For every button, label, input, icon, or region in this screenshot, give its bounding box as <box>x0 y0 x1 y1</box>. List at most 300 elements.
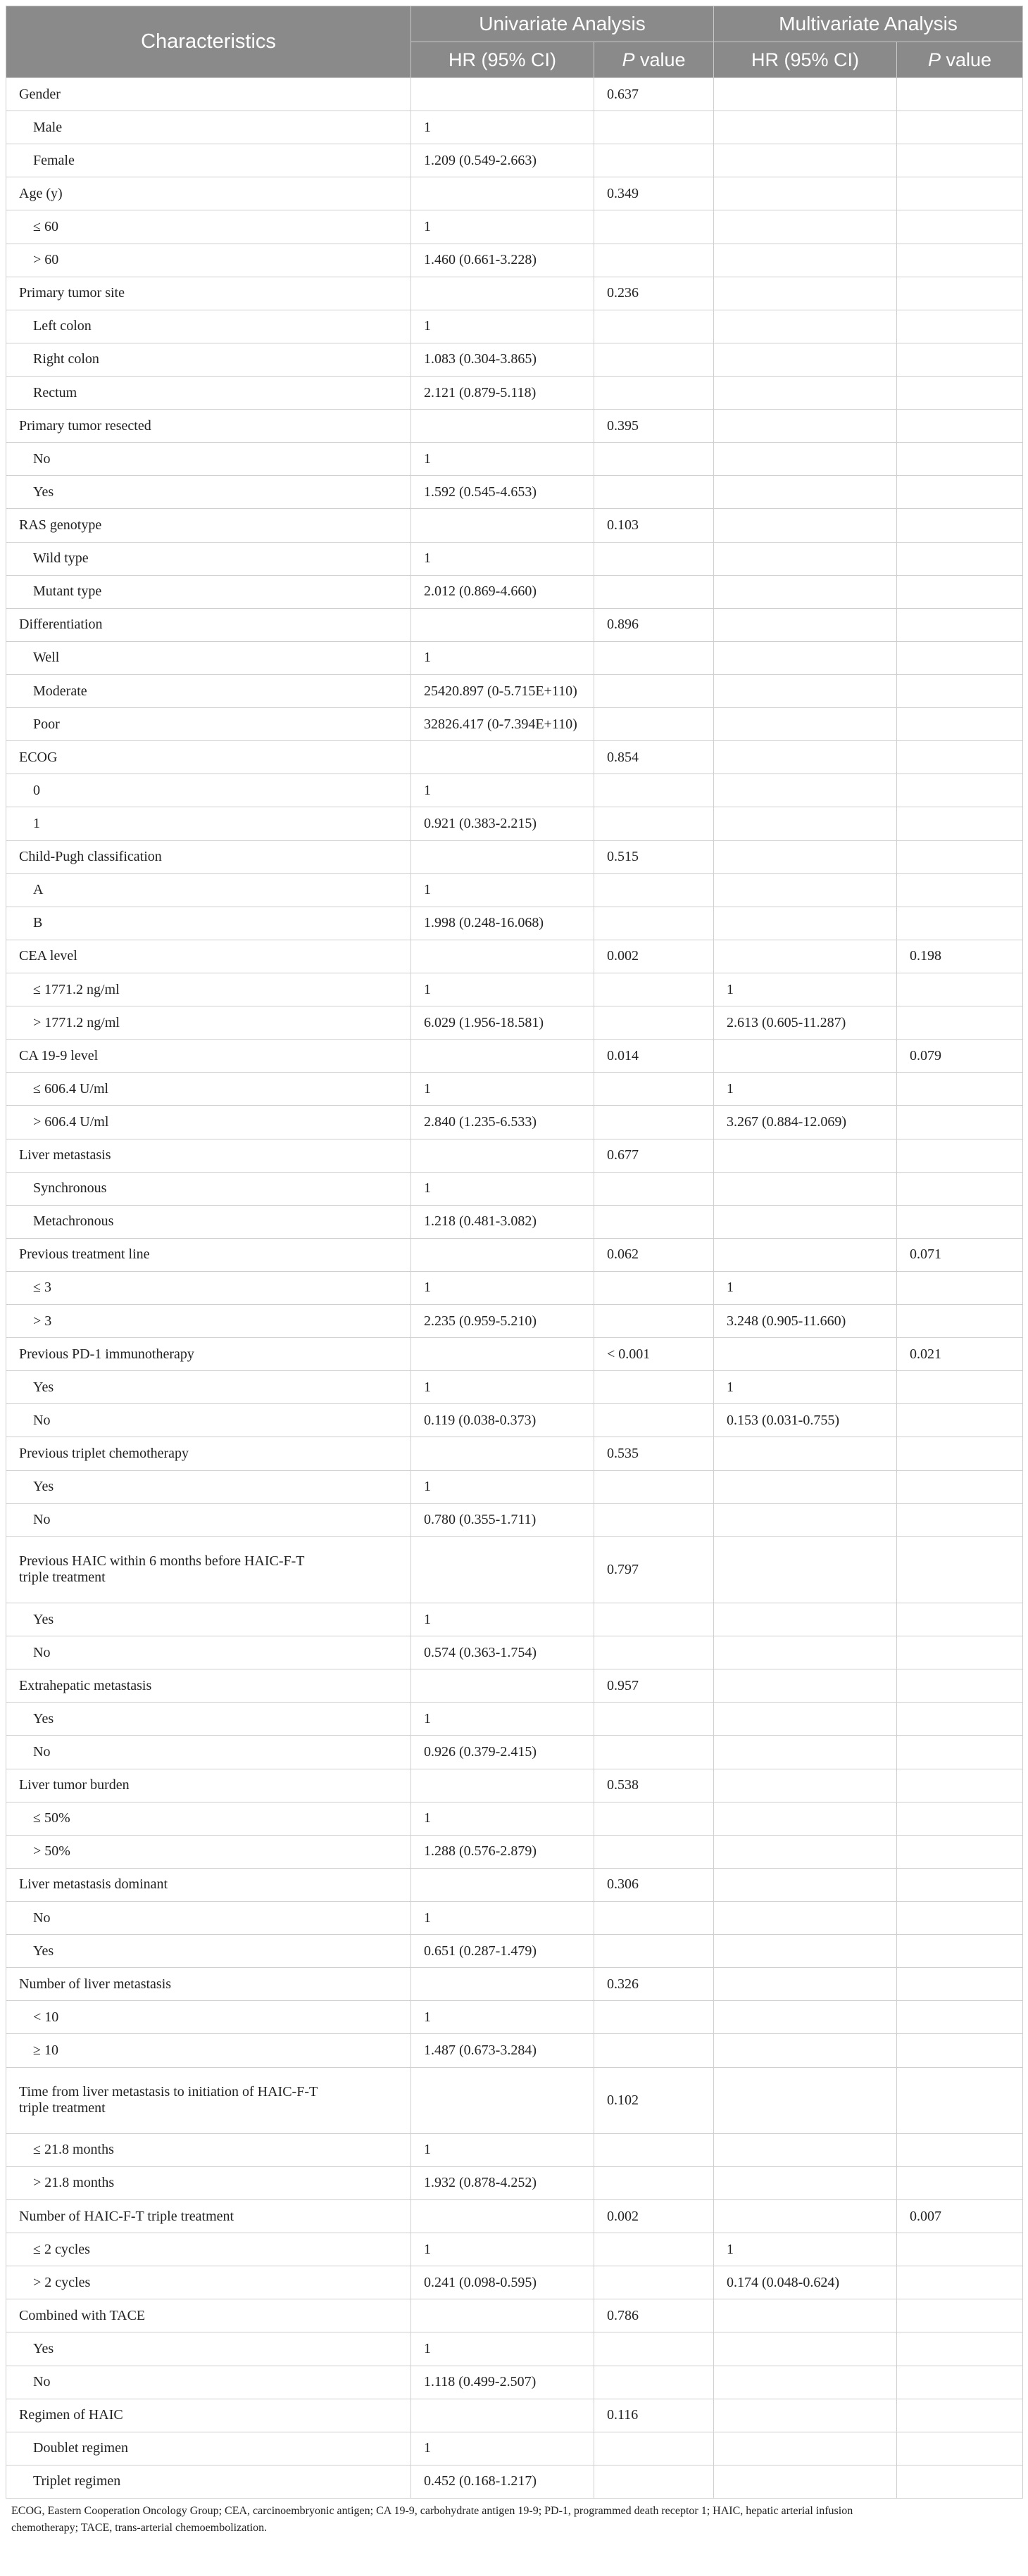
multivariate-hr-cell <box>714 1503 897 1536</box>
multivariate-p-cell <box>897 2465 1023 2498</box>
table-row <box>6 608 1023 641</box>
multivariate-p-cell <box>897 973 1023 1006</box>
characteristic-label: B <box>33 915 43 931</box>
multivariate-hr-cell <box>714 1238 897 1271</box>
univariate-header: Univariate Analysis <box>411 6 714 42</box>
characteristic-label: Triplet regimen <box>33 2473 121 2489</box>
characteristic-label: ≤ 60 <box>33 218 58 234</box>
characteristic-label: Yes <box>33 1710 54 1726</box>
characteristic-cell <box>6 78 411 111</box>
univariate-hr-cell: 1 <box>411 1172 594 1205</box>
characteristic-label: Child-Pugh classification <box>19 849 162 865</box>
multivariate-p-cell <box>897 277 1023 310</box>
table-row <box>6 310 1023 343</box>
multivariate-hr-cell <box>714 1437 897 1470</box>
characteristic-label: ECOG <box>19 749 58 765</box>
multivariate-p-cell <box>897 476 1023 509</box>
multivariate-header: Multivariate Analysis <box>714 6 1023 42</box>
univariate-hr-cell: 0.921 (0.383-2.215) <box>411 807 594 840</box>
characteristic-label: No <box>33 1909 51 1926</box>
univariate-p-cell <box>594 1006 714 1040</box>
table-row <box>6 674 1023 707</box>
characteristic-cell <box>6 343 411 376</box>
table-row <box>6 2266 1023 2299</box>
table-row <box>6 1868 1023 1901</box>
univariate-hr-cell: 1 <box>411 1470 594 1503</box>
table-header <box>6 6 1023 78</box>
characteristic-label: Mutant type <box>33 583 102 600</box>
characteristic-label: Number of HAIC-F-T triple treatment <box>19 2208 234 2224</box>
multivariate-p-header <box>897 42 1023 78</box>
characteristic-label: > 3 <box>33 1313 52 1329</box>
characteristic-label: Yes <box>33 1379 54 1395</box>
table-row <box>6 410 1023 443</box>
multivariate-hr-cell <box>714 376 897 409</box>
univariate-hr-cell <box>411 1437 594 1470</box>
univariate-hr-cell: 1 <box>411 2001 594 2034</box>
multivariate-p-cell <box>897 807 1023 840</box>
univariate-p-cell: 0.538 <box>594 1769 714 1802</box>
multivariate-hr-cell <box>714 2465 897 2498</box>
characteristic-label: Yes <box>33 484 54 500</box>
table-row <box>6 1736 1023 1769</box>
univariate-p-cell: 0.103 <box>594 509 714 542</box>
characteristic-label: Well <box>33 650 60 666</box>
univariate-p-cell <box>594 1106 714 1139</box>
univariate-hr-cell <box>411 177 594 210</box>
table-row <box>6 542 1023 575</box>
multivariate-p-cell <box>897 840 1023 873</box>
multivariate-hr-cell <box>714 575 897 608</box>
characteristic-cell <box>6 277 411 310</box>
univariate-hr-cell: 1 <box>411 210 594 244</box>
characteristic-cell <box>6 2332 411 2366</box>
univariate-hr-cell: 1 <box>411 443 594 476</box>
univariate-p-cell <box>594 1371 714 1404</box>
univariate-hr-cell <box>411 940 594 973</box>
table-row <box>6 708 1023 741</box>
table-row <box>6 2299 1023 2332</box>
univariate-p-cell <box>594 1802 714 1835</box>
characteristic-cell <box>6 840 411 873</box>
univariate-hr-cell <box>411 1769 594 1802</box>
multivariate-hr-cell <box>714 940 897 973</box>
characteristic-cell <box>6 1271 411 1304</box>
univariate-hr-cell <box>411 1238 594 1271</box>
multivariate-p-cell <box>897 78 1023 111</box>
multivariate-hr-cell <box>714 2299 897 2332</box>
multivariate-hr-cell: 1 <box>714 973 897 1006</box>
univariate-hr-cell: 1 <box>411 1371 594 1404</box>
univariate-hr-cell <box>411 410 594 443</box>
characteristic-cell <box>6 2166 411 2199</box>
univariate-p-cell <box>594 2133 714 2166</box>
characteristic-cell <box>6 1835 411 1868</box>
characteristic-label: > 1771.2 ng/ml <box>33 1014 120 1030</box>
multivariate-hr-cell <box>714 1636 897 1669</box>
multivariate-hr-cell: 3.248 (0.905-11.660) <box>714 1305 897 1338</box>
characteristic-label: Previous HAIC within 6 months before HAIC-F-T <box>19 1553 305 1570</box>
multivariate-p-cell <box>897 907 1023 940</box>
univariate-hr-cell: 32826.417 (0-7.394E+110) <box>411 708 594 741</box>
table-row <box>6 1238 1023 1271</box>
multivariate-hr-cell <box>714 410 897 443</box>
multivariate-p-cell <box>897 343 1023 376</box>
univariate-hr-cell <box>411 1669 594 1703</box>
multivariate-p-cell <box>897 2166 1023 2199</box>
univariate-p-cell <box>594 1271 714 1304</box>
table-row <box>6 1371 1023 1404</box>
table-row <box>6 2233 1023 2266</box>
multivariate-hr-cell <box>714 2001 897 2034</box>
characteristic-cell <box>6 774 411 807</box>
table-row <box>6 973 1023 1006</box>
univariate-p-cell: 0.014 <box>594 1040 714 1073</box>
characteristic-label: Yes <box>33 2341 54 2357</box>
multivariate-p-cell <box>897 2266 1023 2299</box>
characteristic-cell <box>6 1470 411 1503</box>
univariate-hr-cell: 1 <box>411 111 594 144</box>
multivariate-p-cell <box>897 2233 1023 2266</box>
table-row <box>6 940 1023 973</box>
univariate-p-cell <box>594 1503 714 1536</box>
multivariate-hr-cell <box>714 2166 897 2199</box>
characteristic-cell <box>6 310 411 343</box>
characteristic-label: Yes <box>33 1943 54 1959</box>
table-row <box>6 907 1023 940</box>
characteristic-label: ≤ 3 <box>33 1280 51 1296</box>
multivariate-p-cell <box>897 244 1023 277</box>
univariate-hr-cell: 0.574 (0.363-1.754) <box>411 1636 594 1669</box>
table-body <box>6 78 1023 2499</box>
table-row <box>6 78 1023 111</box>
multivariate-p-cell <box>897 144 1023 177</box>
characteristic-cell <box>6 2067 411 2133</box>
characteristic-label: > 60 <box>33 252 59 268</box>
univariate-p-cell <box>594 2166 714 2199</box>
multivariate-p-cell <box>897 741 1023 774</box>
table-row <box>6 1669 1023 1703</box>
multivariate-hr-cell <box>714 807 897 840</box>
multivariate-hr-cell <box>714 2133 897 2166</box>
multivariate-hr-header: HR (95% CI) <box>714 42 897 78</box>
univariate-hr-cell: 25420.897 (0-5.715E+110) <box>411 674 594 707</box>
characteristic-label: > 2 cycles <box>33 2274 91 2290</box>
univariate-p-cell <box>594 1835 714 1868</box>
characteristic-cell <box>6 674 411 707</box>
characteristic-cell <box>6 1968 411 2001</box>
multivariate-hr-cell <box>714 873 897 907</box>
multivariate-hr-cell <box>714 1935 897 1968</box>
univariate-p-cell <box>594 244 714 277</box>
multivariate-p-cell <box>897 1371 1023 1404</box>
univariate-p-cell: 0.002 <box>594 940 714 973</box>
univariate-p-cell <box>594 2233 714 2266</box>
table-row <box>6 277 1023 310</box>
univariate-p-cell <box>594 1172 714 1205</box>
characteristic-label: Yes <box>33 1611 54 1627</box>
multivariate-p-cell <box>897 1470 1023 1503</box>
multivariate-hr-cell <box>714 1736 897 1769</box>
univariate-p-cell: 0.326 <box>594 1968 714 2001</box>
multivariate-hr-cell <box>714 774 897 807</box>
multivariate-hr-cell <box>714 310 897 343</box>
univariate-p-cell: 0.236 <box>594 277 714 310</box>
multivariate-p-cell <box>897 1305 1023 1338</box>
table-row <box>6 2067 1023 2133</box>
table-row <box>6 1802 1023 1835</box>
characteristic-label-line2: triple treatment <box>19 1570 106 1586</box>
characteristic-cell <box>6 1437 411 1470</box>
characteristic-cell <box>6 1238 411 1271</box>
multivariate-p-cell: 0.198 <box>897 940 1023 973</box>
multivariate-p-cell <box>897 1437 1023 1470</box>
table-row <box>6 1437 1023 1470</box>
univariate-p-cell <box>594 2001 714 2034</box>
univariate-p-cell: 0.797 <box>594 1536 714 1603</box>
characteristic-label: Doublet regimen <box>33 2440 128 2456</box>
table-row <box>6 1338 1023 1371</box>
multivariate-p-cell <box>897 509 1023 542</box>
multivariate-hr-cell <box>714 1968 897 2001</box>
table-row <box>6 1603 1023 1636</box>
characteristic-cell <box>6 2266 411 2299</box>
univariate-hr-cell: 1.209 (0.549-2.663) <box>411 144 594 177</box>
univariate-p-cell <box>594 674 714 707</box>
multivariate-hr-cell <box>714 144 897 177</box>
multivariate-p-cell <box>897 310 1023 343</box>
univariate-p-cell <box>594 210 714 244</box>
characteristic-cell <box>6 144 411 177</box>
table-row <box>6 2432 1023 2465</box>
multivariate-p-cell <box>897 1006 1023 1040</box>
characteristic-label: A <box>33 882 44 898</box>
univariate-p-cell <box>594 1902 714 1935</box>
characteristic-label: No <box>33 2374 51 2390</box>
characteristic-cell <box>6 2432 411 2465</box>
table-row <box>6 1040 1023 1073</box>
characteristic-label: Male <box>33 119 63 135</box>
multivariate-p-cell <box>897 1835 1023 1868</box>
multivariate-p-cell <box>897 575 1023 608</box>
characteristic-label: Liver metastasis <box>19 1147 111 1163</box>
characteristic-cell <box>6 741 411 774</box>
multivariate-hr-cell: 1 <box>714 1371 897 1404</box>
characteristic-label: CEA level <box>19 948 77 964</box>
univariate-hr-cell <box>411 1968 594 2001</box>
univariate-hr-cell: 1 <box>411 1703 594 1736</box>
characteristic-label: ≤ 50% <box>33 1810 70 1826</box>
characteristic-cell <box>6 575 411 608</box>
characteristic-cell <box>6 1935 411 1968</box>
characteristic-label: > 606.4 U/ml <box>33 1113 109 1130</box>
characteristic-cell <box>6 1703 411 1736</box>
univariate-hr-cell: 0.119 (0.038-0.373) <box>411 1404 594 1437</box>
table-row <box>6 1139 1023 1172</box>
multivariate-hr-cell: 0.174 (0.048-0.624) <box>714 2266 897 2299</box>
p-italic: P <box>927 49 941 70</box>
multivariate-hr-cell <box>714 2432 897 2465</box>
univariate-p-cell <box>594 1470 714 1503</box>
univariate-hr-cell <box>411 608 594 641</box>
univariate-hr-cell <box>411 78 594 111</box>
table-row <box>6 1172 1023 1205</box>
univariate-p-cell <box>594 476 714 509</box>
multivariate-hr-cell <box>714 907 897 940</box>
characteristic-label: Age (y) <box>19 185 63 201</box>
multivariate-hr-cell <box>714 443 897 476</box>
footnote-line-2: chemotherapy; TACE, trans-arterial chemoembolization. <box>11 2522 268 2534</box>
characteristic-label: Synchronous <box>33 1180 107 1197</box>
multivariate-hr-cell <box>714 1338 897 1371</box>
multivariate-p-cell <box>897 210 1023 244</box>
multivariate-p-cell <box>897 2332 1023 2366</box>
univariate-p-cell <box>594 144 714 177</box>
univariate-hr-cell <box>411 1139 594 1172</box>
multivariate-hr-cell <box>714 1172 897 1205</box>
univariate-hr-cell <box>411 509 594 542</box>
characteristic-cell <box>6 376 411 409</box>
characteristic-cell <box>6 1305 411 1338</box>
multivariate-p-cell <box>897 2133 1023 2166</box>
multivariate-p-cell <box>897 774 1023 807</box>
table-row <box>6 1536 1023 1603</box>
table-row <box>6 1902 1023 1935</box>
table-row <box>6 2133 1023 2166</box>
table-row <box>6 443 1023 476</box>
multivariate-p-cell <box>897 177 1023 210</box>
characteristic-label: RAS genotype <box>19 517 102 533</box>
univariate-hr-cell: 6.029 (1.956-18.581) <box>411 1006 594 1040</box>
univariate-hr-cell: 1 <box>411 2133 594 2166</box>
table-row <box>6 1968 1023 2001</box>
characteristic-label: Gender <box>19 86 61 102</box>
multivariate-p-cell <box>897 1935 1023 1968</box>
univariate-hr-cell: 1 <box>411 2332 594 2366</box>
characteristic-label: Previous PD-1 immunotherapy <box>19 1346 194 1362</box>
multivariate-hr-cell <box>714 1040 897 1073</box>
multivariate-p-cell <box>897 1703 1023 1736</box>
multivariate-p-cell <box>897 1769 1023 1802</box>
univariate-hr-cell <box>411 2399 594 2432</box>
univariate-hr-cell: 2.235 (0.959-5.210) <box>411 1305 594 1338</box>
univariate-p-cell <box>594 2465 714 2498</box>
characteristic-label: Previous treatment line <box>19 1246 150 1263</box>
table-row <box>6 2001 1023 2034</box>
univariate-hr-cell: 1 <box>411 542 594 575</box>
multivariate-p-cell <box>897 1669 1023 1703</box>
table-row <box>6 641 1023 674</box>
multivariate-p-cell <box>897 1968 1023 2001</box>
univariate-p-cell: 0.349 <box>594 177 714 210</box>
univariate-p-cell: 0.102 <box>594 2067 714 2133</box>
univariate-p-cell <box>594 310 714 343</box>
multivariate-p-cell: 0.079 <box>897 1040 1023 1073</box>
characteristic-label: Poor <box>33 716 60 732</box>
multivariate-p-cell <box>897 674 1023 707</box>
characteristic-label: > 50% <box>33 1843 70 1860</box>
multivariate-hr-cell <box>714 277 897 310</box>
characteristic-cell <box>6 410 411 443</box>
univariate-hr-cell: 1.932 (0.878-4.252) <box>411 2166 594 2199</box>
multivariate-hr-cell <box>714 1603 897 1636</box>
univariate-p-cell: < 0.001 <box>594 1338 714 1371</box>
characteristic-cell <box>6 873 411 907</box>
univariate-hr-cell: 0.926 (0.379-2.415) <box>411 1736 594 1769</box>
characteristic-label: Wild type <box>33 550 89 567</box>
multivariate-hr-cell: 1 <box>714 2233 897 2266</box>
univariate-hr-cell: 0.241 (0.098-0.595) <box>411 2266 594 2299</box>
multivariate-hr-cell <box>714 343 897 376</box>
multivariate-p-cell <box>897 2067 1023 2133</box>
characteristic-cell <box>6 509 411 542</box>
characteristic-cell <box>6 1106 411 1139</box>
multivariate-hr-cell <box>714 2366 897 2399</box>
multivariate-p-cell <box>897 1271 1023 1304</box>
characteristic-cell <box>6 1603 411 1636</box>
multivariate-p-cell <box>897 1205 1023 1238</box>
footnote <box>11 2503 1011 2537</box>
univariate-p-cell: 0.854 <box>594 741 714 774</box>
multivariate-hr-cell <box>714 741 897 774</box>
table-row <box>6 774 1023 807</box>
table-row <box>6 343 1023 376</box>
univariate-p-cell <box>594 807 714 840</box>
characteristic-cell <box>6 1205 411 1238</box>
multivariate-p-cell <box>897 1636 1023 1669</box>
multivariate-hr-cell: 0.153 (0.031-0.755) <box>714 1404 897 1437</box>
univariate-hr-cell: 1 <box>411 1603 594 1636</box>
table-row <box>6 2200 1023 2233</box>
table-row <box>6 210 1023 244</box>
multivariate-p-cell <box>897 2366 1023 2399</box>
univariate-hr-cell: 1 <box>411 1271 594 1304</box>
characteristic-label: No <box>33 450 51 467</box>
univariate-p-cell <box>594 973 714 1006</box>
characteristic-cell <box>6 2133 411 2166</box>
univariate-p-cell <box>594 443 714 476</box>
table-row <box>6 1073 1023 1106</box>
univariate-p-cell <box>594 376 714 409</box>
characteristic-label: No <box>33 1512 51 1528</box>
multivariate-hr-cell <box>714 542 897 575</box>
univariate-p-cell <box>594 1073 714 1106</box>
characteristic-label: Metachronous <box>33 1213 114 1230</box>
multivariate-hr-cell <box>714 2399 897 2432</box>
table-row <box>6 476 1023 509</box>
multivariate-hr-cell <box>714 641 897 674</box>
multivariate-p-cell <box>897 2299 1023 2332</box>
univariate-hr-cell <box>411 2067 594 2133</box>
multivariate-hr-cell: 1 <box>714 1073 897 1106</box>
univariate-hr-cell: 0.452 (0.168-1.217) <box>411 2465 594 2498</box>
table-row <box>6 1636 1023 1669</box>
table-row <box>6 1006 1023 1040</box>
characteristic-cell <box>6 608 411 641</box>
univariate-p-cell <box>594 1205 714 1238</box>
multivariate-p-cell <box>897 1503 1023 1536</box>
multivariate-p-cell <box>897 443 1023 476</box>
table-row <box>6 1470 1023 1503</box>
multivariate-p-cell <box>897 2399 1023 2432</box>
characteristic-label: Liver metastasis dominant <box>19 1876 168 1893</box>
univariate-p-cell: 0.896 <box>594 608 714 641</box>
characteristic-cell <box>6 1139 411 1172</box>
univariate-p-cell <box>594 1636 714 1669</box>
multivariate-hr-cell <box>714 2067 897 2133</box>
multivariate-hr-cell <box>714 840 897 873</box>
table-row <box>6 2166 1023 2199</box>
